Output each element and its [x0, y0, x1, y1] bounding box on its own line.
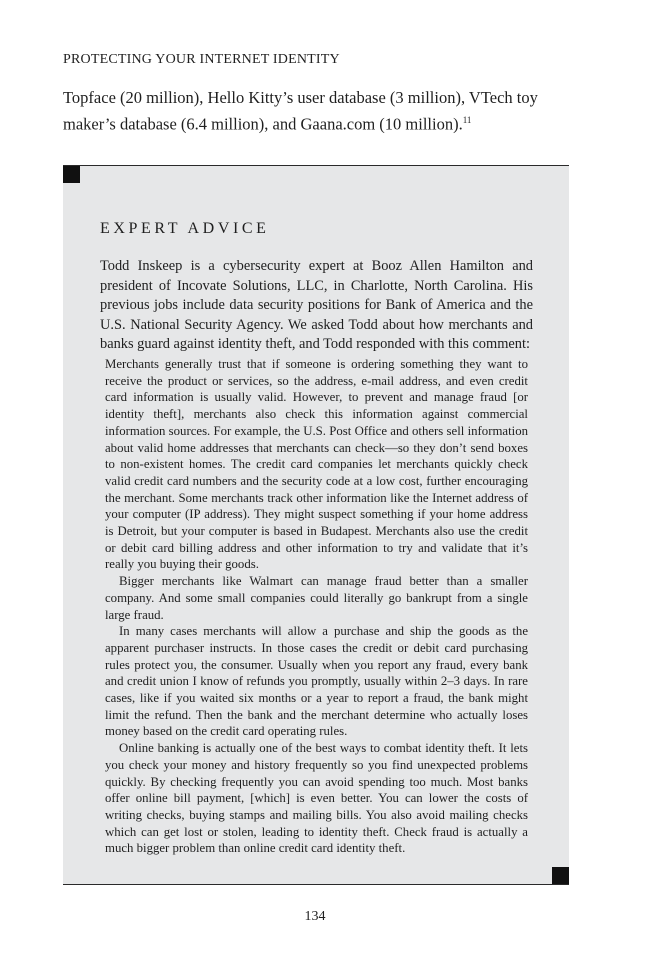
- intro-text: Topface (20 million), Hello Kitty’s user database (3 million), VTech toy maker’s database (6.4 million), and Gaana.com (10 million).: [63, 88, 538, 134]
- running-head: PROTECTING YOUR INTERNET IDENTITY: [63, 52, 340, 67]
- expert-quote: [105, 356, 528, 857]
- quote-paragraph: Bigger merchants like Walmart can manage fraud better than a smaller company. And some small companies could literally go bankrupt from a single large fraud.: [105, 574, 528, 622]
- page-number: 134: [304, 909, 326, 924]
- footnote-marker: 11: [462, 115, 472, 125]
- sidebar-bottom-rule: [63, 884, 569, 885]
- intro-paragraph: [63, 87, 573, 136]
- expert-advice-heading: EXPERT ADVICE: [100, 220, 270, 237]
- expert-advice-intro: Todd Inskeep is a cybersecurity expert at Booz Allen Hamilton and president of Incovate Solutions, LLC, in Charlotte, North Carolina. His previous jobs include data security positions for Bank of America and the U.S. National Security Agency. We asked Todd about how merchants and banks guard against identity theft, and Todd responded with this comment:: [100, 258, 533, 352]
- quote-paragraph: In many cases merchants will allow a purchase and ship the goods as the apparent purchaser instructs. In those cases the credit or debit card purchasing rules protect you, the consumer. Usually when you report any fraud, every bank and credit union I know of refunds you promptly, usually within 2–3 days. In rare cases, like if you waited six months or a year to report a fraud, the bank might limit the refund. Then the bank and the merchant determine who actually loses money based on the credit card operating rules.: [105, 624, 528, 739]
- corner-square-top-left: [63, 166, 80, 183]
- sidebar-top-rule: [63, 165, 569, 166]
- corner-square-bottom-right: [552, 867, 569, 884]
- quote-paragraph: Online banking is actually one of the best ways to combat identity theft. It lets you check your money and history frequently so you find unexpected problems quickly. By checking frequently you can avoid spending too much. Most banks offer online bill payment, [which] is even better. You can lower the costs of writing checks, buying stamps and mailing bills. You also avoid mailing checks which can get lost or stolen, leading to identity theft. Check fraud is actually a much bigger problem than online credit card identity theft.: [105, 741, 528, 856]
- quote-paragraph: Merchants generally trust that if someone is ordering something they want to receive the product or services, so the address, e-mail address, and even credit card information is usually valid. However, to prevent and manage fraud [or identity theft], merchants also check this information against commercial information sources. For example, the U.S. Post Office and others sell information about valid home addresses that merchants can check—so they don’t send boxes to non-existent homes. The credit card companies let merchants quickly check valid credit card numbers and the security code at a low cost, further encouraging the merchant. Some merchants track other information like the Internet address of your computer (IP address). They might suspect something if your home address is Detroit, but your computer is based in Budapest. Merchants also use the credit or debit card billing address and other information to try and validate that it’s really you buying their goods.: [105, 357, 528, 572]
